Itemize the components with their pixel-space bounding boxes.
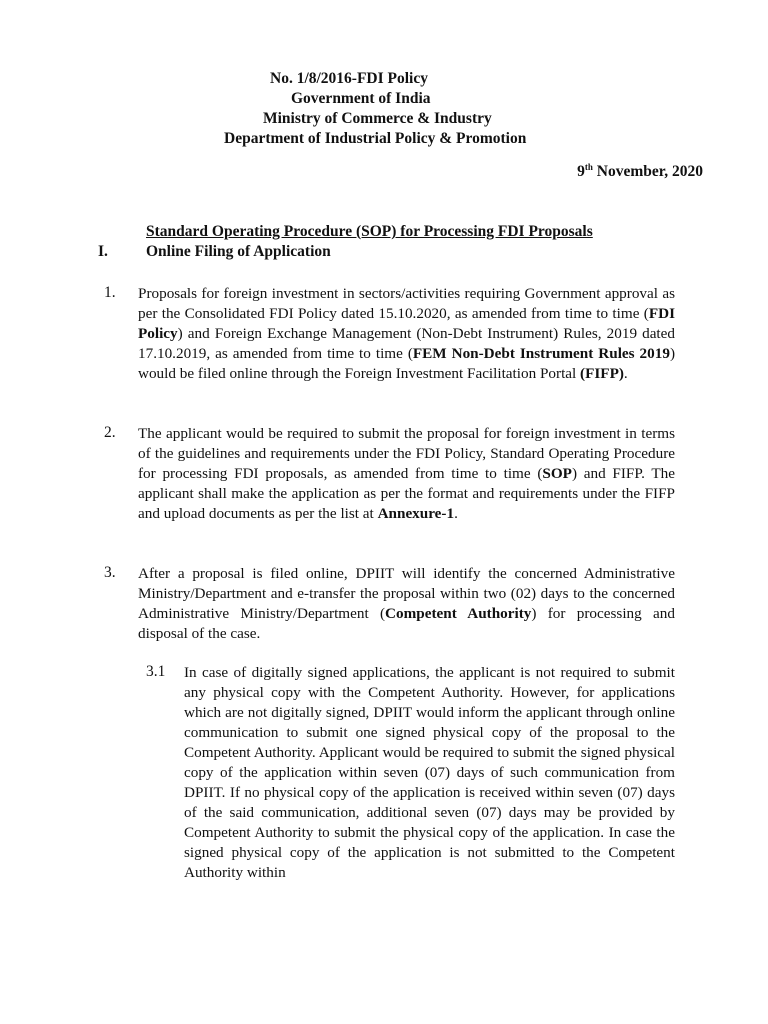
paragraph-3 [138,564,675,644]
paragraph-2-text-a: The applicant would be required to submit the proposal for foreign investment in terms of the guidelines and requirements under the FDI Policy, Standard Operating Procedure for processing FDI proposals, as amended from time to time ( [138,425,675,482]
reference-number: No. 1/8/2016-FDI Policy [270,70,428,87]
paragraph-3-bold-competent-authority: Competent Authority [385,605,532,622]
paragraph-2-text-c: . [454,505,458,522]
paragraph-2 [138,424,675,524]
paragraph-3-text-b: ) for processing and disposal of the case. [138,605,675,642]
subparagraph-number: 3.1 [146,663,166,680]
paragraph-2-bold-sop: SOP [542,465,572,482]
paragraph-1-bold-fdi-policy: FDI Policy [138,305,675,342]
paragraph-3-number: 3. [104,564,116,581]
government-line: Government of India [291,90,431,107]
department-line: Department of Industrial Policy & Promotion [224,130,527,147]
paragraph-2-number: 2. [104,424,116,441]
paragraph-1-text-a: Proposals for foreign investment in sectors/activities requiring Government approval as per the Consolidated FDI Policy dated 15.10.2020, as amended from time to time ( [138,285,675,322]
paragraph-1-text-d: . [623,365,628,382]
ministry-line: Ministry of Commerce & Industry [263,110,492,127]
paragraph-1-text-b: ) and Foreign Exchange Management (Non-Debt Instrument) Rules, 2019 dated 17.10.2019, as amended from time to time ( [138,325,675,362]
section-number: I. [98,243,108,260]
paragraph-2-text-b: ) and FIFP. The applicant shall make the application as per the format and requirements under the FIFP and upload documents as per the list at [138,465,675,522]
section-title: Online Filing of Application [146,243,331,260]
date-rest: November, 2020 [592,163,703,180]
paragraph-3-text-a: After a proposal is filed online, DPIIT will identify the concerned Administrative Ministry/Department and e-transfer the proposal within two (02) days to the concerned Administrative Ministry/Department ( [138,565,675,622]
paragraph-2-bold-annexure: Annexure-1 [377,505,455,522]
paragraph-1-number: 1. [104,284,116,301]
date-day: 9 [577,163,585,180]
date-suffix: th [584,162,593,172]
paragraph-1 [138,284,675,384]
paragraph-1-text-c: ) would be filed online through the Foreign Investment Facilitation Portal [138,345,675,382]
paragraph-1-bold-fem-rules: FEM Non-Debt Instrument Rules 2019 [412,345,670,362]
document-date [577,162,703,181]
subparagraph-3-1: In case of digitally signed applications, the applicant is not required to submit any physical copy with the Competent Authority. However, for applications which are not digitally signed, DPIIT would inform the applicant through online communication to submit one signed physical copy of the proposal to the Competent Authority. Applicant would be required to submit the signed physical copy of the application within seven (07) days of such communication from DPIIT. If no physical copy of the application is received within seven (07) days of the said communication, additional seven (07) days may be provided by Competent Authority to submit the physical copy of the application. In case the signed physical copy of the application is not submitted to the Competent Authority within [184,664,675,881]
paragraph-1-bold-fifp: (FIFP) [580,365,624,382]
sop-title: Standard Operating Procedure (SOP) for Processing FDI Proposals [146,223,593,240]
